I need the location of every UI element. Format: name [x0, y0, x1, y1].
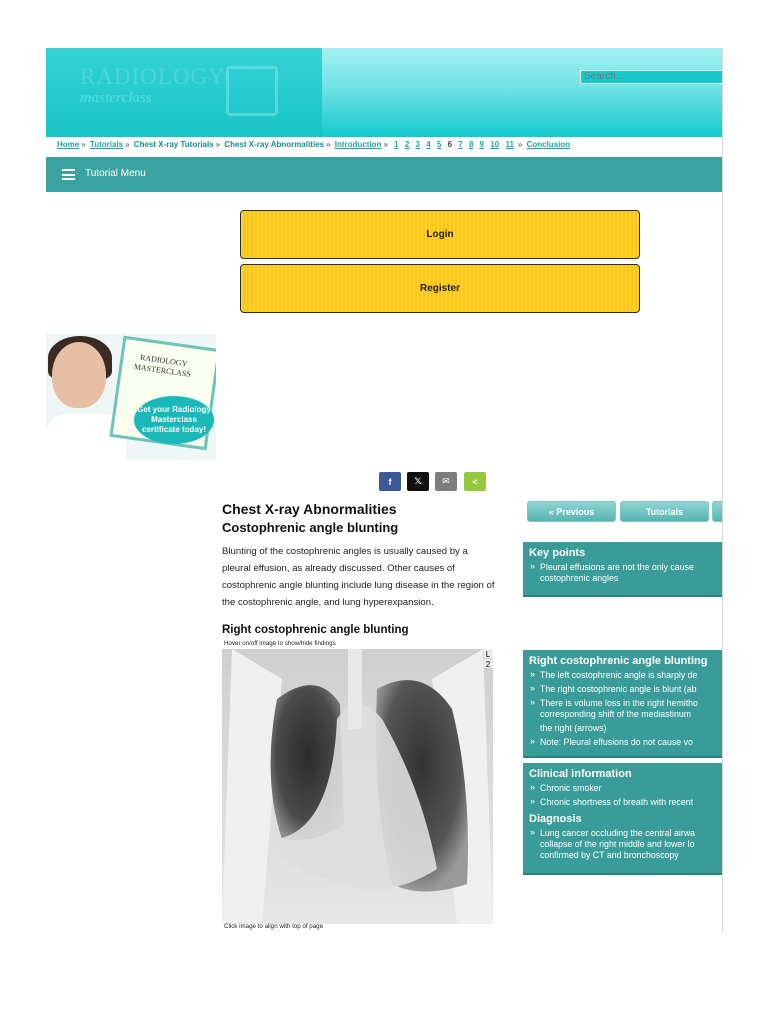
- key-point-item-cont-text: costophrenic angles: [540, 573, 619, 583]
- logo-mark-icon: [226, 66, 278, 116]
- facebook-share-icon[interactable]: f: [379, 472, 401, 491]
- page-link-9[interactable]: 9: [479, 140, 485, 149]
- finding-item: » The left costophrenic angle is sharply de: [540, 670, 723, 681]
- key-points-panel: [523, 542, 723, 597]
- breadcrumb-chest-xray-abnormalities[interactable]: Chest X-ray Abnormalities: [224, 140, 325, 149]
- breadcrumb-conclusion[interactable]: Conclusion: [526, 140, 571, 149]
- page-link-8[interactable]: 8: [468, 140, 474, 149]
- clinical-info-title: Clinical information: [529, 768, 632, 780]
- clinical-item: » Chronic shortness of breath with recent: [540, 797, 723, 808]
- site-header: [46, 48, 722, 137]
- image-heading: Right costophrenic angle blunting: [222, 624, 409, 636]
- share-icon[interactable]: <: [464, 472, 486, 491]
- finding-item-cont-text: the right (arrows): [540, 723, 607, 733]
- tutorial-menu-bar[interactable]: [46, 157, 722, 192]
- email-share-icon[interactable]: ✉: [435, 472, 457, 491]
- xray-marker-2: 2: [485, 660, 491, 669]
- ad-certificate-title: RADIOLOGY MASTERCLASS: [133, 352, 192, 379]
- diagnosis-item-cont: [540, 839, 723, 850]
- hamburger-menu-icon[interactable]: [62, 169, 75, 180]
- finding-item-cont: [540, 723, 723, 734]
- page-frame: [46, 48, 723, 932]
- tutorials-button[interactable]: Tutorials: [620, 501, 709, 522]
- finding-item: » Note: Pleural effusions do not cause vo: [540, 737, 723, 748]
- page-link-7[interactable]: 7: [458, 140, 463, 149]
- diagnosis-title: Diagnosis: [529, 813, 582, 825]
- search-input[interactable]: [580, 70, 723, 84]
- findings-title: Right costophrenic angle blunting: [529, 655, 708, 667]
- next-button[interactable]: [712, 501, 723, 522]
- breadcrumb-separator: »: [517, 140, 523, 149]
- diagnosis-item-cont-text: confirmed by CT and bronchoscopy: [540, 850, 679, 860]
- finding-item: » There is volume loss in the right hemitho: [540, 698, 723, 709]
- xray-marker-l: L: [485, 650, 491, 659]
- logo-subtext: masterclass: [80, 90, 152, 106]
- diagnosis-item-cont: [540, 850, 723, 861]
- diagnosis-item: » Lung cancer occluding the central airwa: [540, 828, 723, 839]
- page-link-2[interactable]: 2: [404, 140, 410, 149]
- key-point-item: » Pleural effusions are not the only cause: [540, 562, 723, 573]
- click-hint: Click image to align with top of page: [224, 923, 324, 930]
- breadcrumb-introduction[interactable]: Introduction: [334, 140, 382, 149]
- clinical-item: » Chronic smoker: [540, 783, 723, 794]
- key-points-title: Key points: [529, 547, 586, 559]
- x-share-icon[interactable]: 𝕏: [407, 472, 429, 491]
- page-link-1[interactable]: 1: [394, 140, 399, 149]
- breadcrumb-separator: »: [81, 140, 86, 149]
- breadcrumb-tutorials[interactable]: Tutorials: [89, 140, 124, 149]
- site-logo[interactable]: [46, 48, 322, 137]
- ad-cta-bubble: Get your Radiology Masterclass certificate today!: [134, 396, 214, 444]
- page-subtitle: Costophrenic angle blunting: [222, 520, 399, 535]
- previous-button[interactable]: « Previous: [527, 501, 616, 522]
- intro-paragraph: Blunting of the costophrenic angles is usually caused by a pleural effusion, as already discussed. Other causes of costophrenic angle blunting include lung disease in the region of the costophrenic angle, and lung hyperexpansion.: [222, 546, 495, 608]
- findings-panel: [523, 650, 723, 758]
- breadcrumb-separator: »: [326, 140, 331, 149]
- breadcrumb-separator: »: [125, 140, 130, 149]
- page-link-4[interactable]: 4: [426, 140, 431, 149]
- ad-person-face: [52, 342, 106, 408]
- chest-xray-drawing: [222, 649, 493, 924]
- page-current: 6: [447, 140, 453, 149]
- register-button[interactable]: Register: [240, 264, 640, 313]
- logo-text: RADIOLOGY: [80, 64, 226, 89]
- breadcrumb: [57, 140, 570, 149]
- page-link-10[interactable]: 10: [490, 140, 500, 149]
- page-link-5[interactable]: 5: [436, 140, 442, 149]
- page-title: Chest X-ray Abnormalities: [222, 501, 397, 517]
- chest-xray-image[interactable]: [222, 649, 493, 924]
- page-link-3[interactable]: 3: [415, 140, 420, 149]
- breadcrumb-chest-xray-tutorials[interactable]: Chest X-ray Tutorials: [133, 140, 214, 149]
- finding-item-cont: [540, 709, 723, 720]
- finding-item-cont-text: corresponding shift of the mediastinum: [540, 709, 692, 719]
- finding-item: » The right costophrenic angle is blunt (ab: [540, 684, 723, 695]
- key-point-item-cont: [540, 573, 723, 584]
- breadcrumb-home[interactable]: Home: [57, 140, 80, 149]
- breadcrumb-separator: »: [383, 140, 388, 149]
- hover-hint: Hover on/off image to show/hide findings: [224, 640, 336, 647]
- login-button[interactable]: Login: [240, 210, 640, 259]
- diagnosis-item-cont-text: collapse of the right middle and lower lo: [540, 839, 695, 849]
- breadcrumb-separator: »: [215, 140, 221, 149]
- certificate-ad-banner[interactable]: [46, 334, 216, 460]
- tutorial-menu-label[interactable]: Tutorial Menu: [85, 168, 146, 179]
- clinical-info-panel: [523, 763, 723, 875]
- page-link-11[interactable]: 11: [505, 140, 514, 149]
